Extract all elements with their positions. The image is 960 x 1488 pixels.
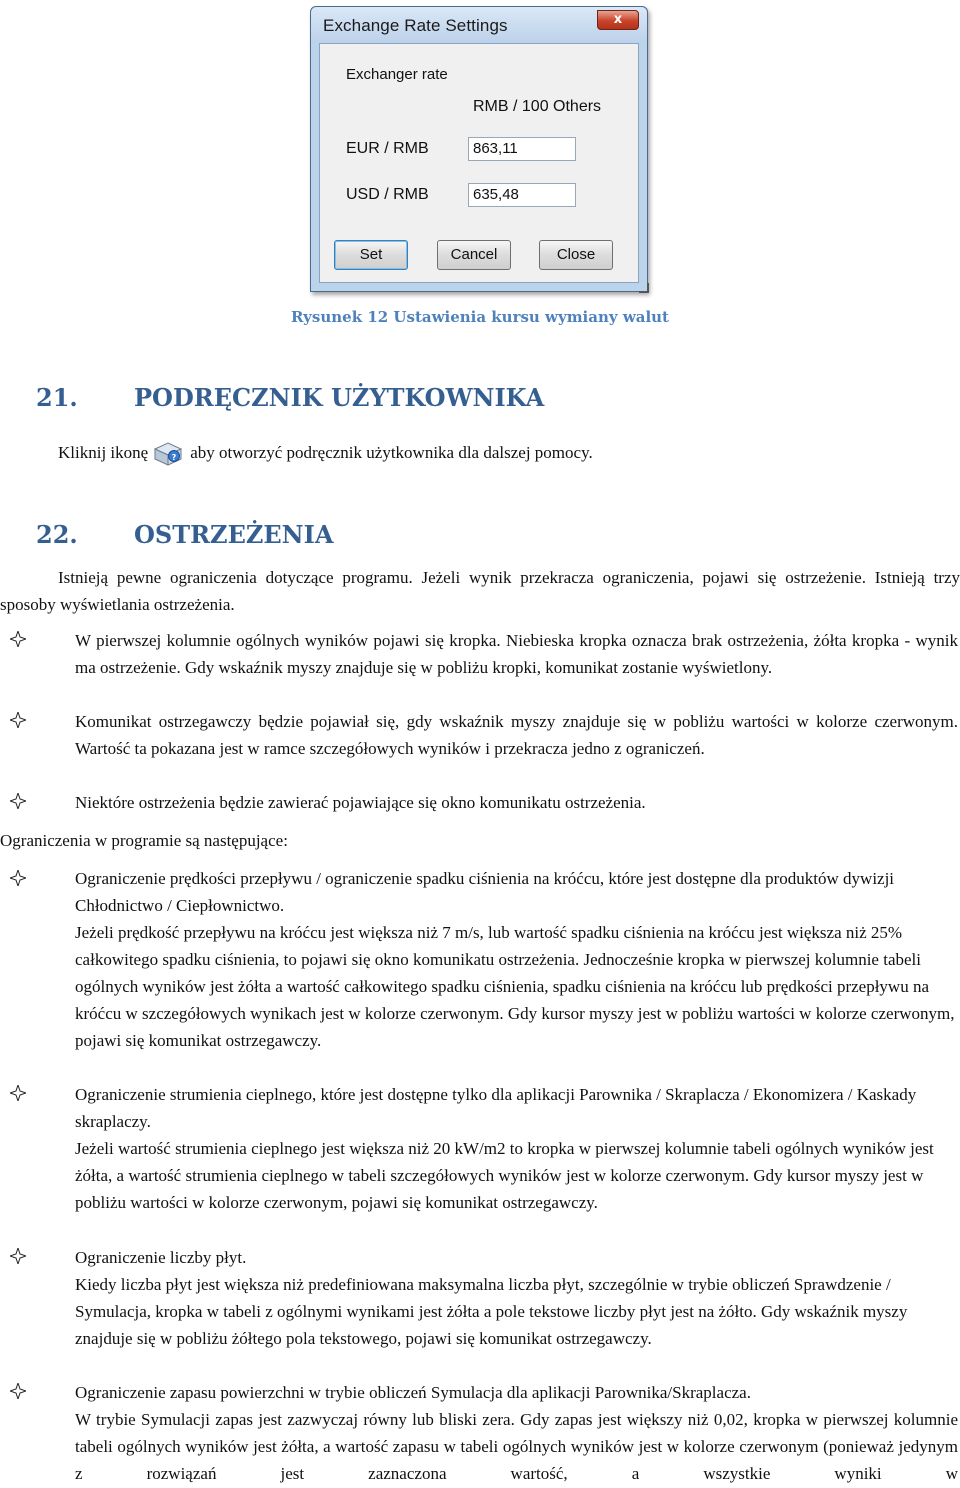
- section-22-heading: [36, 520, 333, 549]
- rate-label-eur: EUR / RMB: [346, 140, 429, 157]
- bullet-2-text: Komunikat ostrzegawczy będzie pojawiał się, gdy wskaźnik myszy znajduje się w pobliżu wartości w kolorze czerwonym. Wartość ta pokazana jest w ramce szczegółowych wyników i przekracza jedno z ograniczeń.: [75, 712, 958, 758]
- limit-3: [75, 1244, 958, 1352]
- limit-2-body: Jeżeli wartość strumienia cieplnego jest większa niż 20 kW/m2 to kropka w pierwszej kolumnie tabeli ogólnych wyników jest żółta, a wartość strumienia cieplnego w tabeli szczegółowych wyników jest w kolorze czerwonym. Gdy kursor myszy jest w pobliżu wartości w kolorze czerwonym, pojawi się komunikat ostrzegawczy.: [75, 1139, 934, 1212]
- help-text-after: aby otworzyć podręcznik użytkownika dla dalszej pomocy.: [190, 443, 593, 462]
- rate-input-usd[interactable]: 635,48: [468, 183, 576, 207]
- figure-caption: Rysunek 12 Ustawienia kursu wymiany walut: [290, 308, 669, 326]
- limit-2: [75, 1081, 958, 1216]
- limit-1-title: Ograniczenie prędkości przepływu / ograniczenie spadku ciśnienia na króćcu, które jest dostępne dla produktów dywizji Chłodnictwo / Ciepłownictwo.: [75, 869, 895, 915]
- section-21-heading: [36, 383, 544, 412]
- limit-1-body: Jeżeli prędkość przepływu na króćcu jest większa niż 7 m/s, lub wartość spadku ciśnienia na króćcu jest większa niż 25% całkowitego spadku ciśnienia, to pojawi się okno komunikatu ostrzeżenia. Jednocześnie kropka w pierwszej kolumnie tabeli ogólnych wyników jest żółta a wartość całkowitego spadku ciśnienia, spadku ciśnienia na króćcu lub prędkości przepływu na króćcu w szczegółowych wynikach jest w kolorze czerwonym. Gdy kursor myszy jest w pobliżu wartości w kolorze czerwonym, pojawi się komunikat ostrzegawczy.: [75, 923, 955, 1050]
- diamond-bullet-icon: [10, 1085, 26, 1101]
- diamond-bullet-icon: [10, 1248, 26, 1264]
- section-22-intro: Istnieją pewne ograniczenia dotyczące programu. Jeżeli wynik przekracza ograniczenia, pojawi się ostrzeżenie. Istnieją trzy sposoby wyświetlania ostrzeżenia.: [0, 568, 960, 614]
- close-button[interactable]: Close: [539, 240, 613, 270]
- dialog-titlebar: [311, 7, 647, 43]
- bullet-3-text: Niektóre ostrzeżenia będzie zawierać pojawiające się okno komunikatu ostrzeżenia.: [75, 793, 646, 812]
- diamond-bullet-icon: [10, 712, 26, 728]
- limit-4-title: Ograniczenie zapasu powierzchni w trybie obliczeń Symulacja dla aplikacji Parownika/Skraplacza.: [75, 1383, 751, 1402]
- limit-4: [75, 1379, 958, 1487]
- svg-text:?: ?: [171, 453, 177, 463]
- diamond-bullet-icon: [10, 870, 26, 886]
- help-book-icon[interactable]: [152, 441, 184, 467]
- section-21-title: PODRĘCZNIK UŻYTKOWNIKA: [134, 383, 545, 412]
- section-21-paragraph: [58, 439, 938, 467]
- section-21-number: 21.: [36, 383, 78, 412]
- diamond-bullet-icon: [10, 1383, 26, 1399]
- limit-3-title: Ograniczenie liczby płyt.: [75, 1248, 247, 1267]
- dialog-title: Exchange Rate Settings: [323, 16, 508, 35]
- section-label: Exchanger rate: [346, 66, 448, 83]
- limit-3-body: Kiedy liczba płyt jest większa niż predefiniowana maksymalna liczba płyt, szczególnie w trybie obliczeń Sprawdzenie / Symulacja, kropka w tabeli z ogólnymi wynikami jest żółta a pole tekstowe liczby płyt jest na żółto. Gdy wskaźnik myszy znajduje się w pobliżu żółtego pola tekstowego, pojawi się komunikat ostrzegawczy.: [75, 1275, 908, 1348]
- set-button[interactable]: Set: [334, 240, 408, 270]
- diamond-bullet-icon: [10, 631, 26, 647]
- section-22-number: 22.: [36, 520, 78, 549]
- column-header: RMB / 100 Others: [473, 98, 602, 115]
- rate-label-usd: USD / RMB: [346, 186, 429, 203]
- limit-1: [75, 865, 958, 1054]
- help-text-before: Kliknij ikonę: [58, 443, 149, 462]
- cancel-button[interactable]: Cancel: [437, 240, 511, 270]
- dialog-client-area: [319, 43, 639, 283]
- limits-intro: Ograniczenia w programie są następujące:: [0, 831, 288, 850]
- exchange-rate-dialog: [310, 6, 648, 292]
- rate-input-eur[interactable]: 863,11: [468, 137, 576, 161]
- section-22-title: OSTRZEŻENIA: [134, 520, 334, 549]
- diamond-bullet-icon: [10, 793, 26, 809]
- screenshot-corner-mark: [639, 283, 649, 293]
- limit-4-body: W trybie Symulacji zapas jest zazwyczaj równy lub bliski zera. Gdy zapas jest większy niż 0,02, kropka w pierwszej kolumnie tabeli ogólnych wyników jest żółta, a wartość zapasu w tabeli ogólnych wyników jest w kolorze czerwonym (ponieważ jedynym z rozwiązań jest zaznaczona wartość, a wszystkie wyniki w: [75, 1410, 958, 1483]
- bullet-1-text: W pierwszej kolumnie ogólnych wyników pojawi się kropka. Niebieska kropka oznacza brak ostrzeżenia, żółta kropka - wynik ma ostrzeżenie. Gdy wskaźnik myszy znajduje się w pobliżu kropki, komunikat zostanie wyświetlony.: [75, 631, 958, 677]
- limit-2-title: Ograniczenie strumienia cieplnego, które jest dostępne tylko dla aplikacji Parownika / Skraplacza / Ekonomizera / Kaskady skraplaczy.: [75, 1085, 917, 1131]
- close-icon[interactable]: x: [597, 10, 639, 30]
